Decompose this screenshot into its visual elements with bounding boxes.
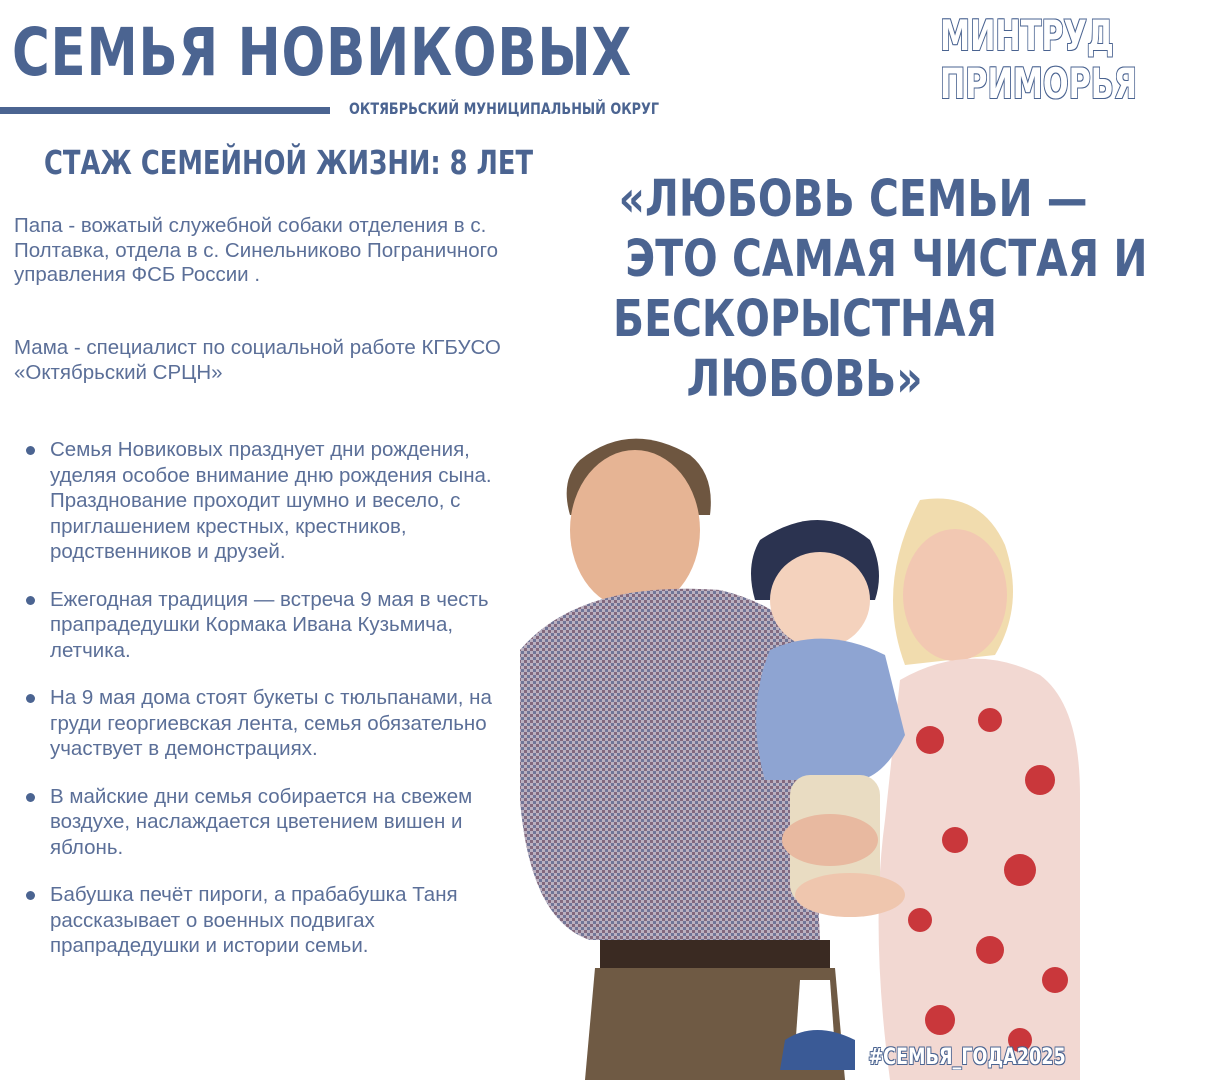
bullet-icon <box>26 446 35 455</box>
hashtag-label: #СЕМЬЯ_ГОДА2025 <box>868 1045 1066 1070</box>
logo-line-2: ПРИМОРЬЯ <box>940 59 1138 108</box>
bullet-icon <box>26 694 35 703</box>
mother-text: Мама - специалист по социальной работе КГБУСО «Октябрьский СРЦН» <box>14 336 501 384</box>
quote-line-3: БЕСКОРЫСТНАЯ <box>612 290 998 349</box>
mintrud-logo <box>940 11 1138 108</box>
list-item: Ежегодная традиция — встреча 9 мая в честь прапрадедушки Кормака Ивана Кузьмича, летчика. <box>24 587 524 664</box>
bullet-icon <box>26 596 35 605</box>
family-quote <box>560 170 1148 410</box>
quote-line-2: ЭТО САМАЯ ЧИСТАЯ И <box>625 230 1148 289</box>
father-text: Папа - вожатый служебной собаки отделения в с. Полтавка, отдела в с. Синельниково Пограничного управления ФСБ России . <box>14 214 499 286</box>
bullet-icon <box>26 891 35 900</box>
bullet-icon <box>26 793 35 802</box>
father-info <box>14 214 534 288</box>
mother-figure <box>879 498 1080 1080</box>
list-item: На 9 мая дома стоят букеты с тюльпанами, на груди георгиевская лента, семья обязательно участвует в демонстрациях. <box>24 685 524 762</box>
quote-line-4: ЛЮБОВЬ» <box>686 350 924 409</box>
page-title: СЕМЬЯ НОВИКОВЫХ <box>12 14 632 91</box>
quote-line-1: «ЛЮБОВЬ СЕМЬИ — <box>618 170 1088 229</box>
logo-line-1: МИНТРУД <box>940 11 1114 60</box>
mother-info <box>14 336 534 385</box>
list-item: Семья Новиковых празднует дни рождения, уделяя особое внимание дню рождения сына. Празднование проходит шумно и весело, с приглашением крестных, крестников, родственников и друзей. <box>24 437 524 565</box>
traditions-list <box>24 437 524 981</box>
title-underline <box>0 107 330 114</box>
list-item: Бабушка печёт пироги, а прабабушка Таня рассказывает о военных подвигах прапрадедушки и истории семьи. <box>24 882 524 959</box>
region-subtitle: ОКТЯБРЬСКИЙ МУНИЦИПАЛЬНЫЙ ОКРУГ <box>349 99 660 118</box>
marriage-duration-heading: СТАЖ СЕМЕЙНОЙ ЖИЗНИ: 8 ЛЕТ <box>44 143 534 182</box>
family-photo <box>500 420 1080 1080</box>
list-item: В майские дни семья собирается на свежем воздухе, наслаждается цветением вишен и яблонь. <box>24 784 524 861</box>
